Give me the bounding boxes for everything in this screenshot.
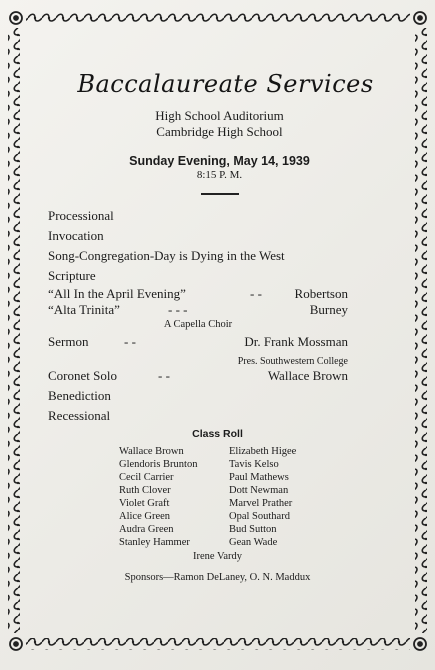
program-item xyxy=(48,366,348,386)
sponsors-line: Sponsors—Ramon DeLaney, O. N. Maddux xyxy=(124,572,311,583)
program-item xyxy=(48,302,348,318)
item-speaker: Dr. Frank Mossman xyxy=(244,334,348,349)
list-item: Cecil Carrier xyxy=(119,472,174,483)
program-list xyxy=(48,206,348,426)
leader-dashes: - - - xyxy=(168,302,188,317)
program-item: Recessional xyxy=(48,408,111,423)
school-name: Cambridge High School xyxy=(156,124,283,139)
speaker-title: Pres. Southwestern College xyxy=(237,356,348,367)
class-roll-title: Class Roll xyxy=(192,428,243,440)
program-item: Benediction xyxy=(48,388,111,403)
item-performer: Burney xyxy=(309,302,348,317)
program-item: Processional xyxy=(48,208,114,223)
list-item: Glendoris Brunton xyxy=(119,459,198,470)
class-roll-column-2 xyxy=(229,445,296,549)
list-item: Paul Mathews xyxy=(229,472,289,483)
leader-dashes: - - xyxy=(158,368,170,383)
program-item xyxy=(48,332,348,366)
item-performer: Robertson xyxy=(294,286,348,301)
list-item: Wallace Brown xyxy=(119,446,184,457)
event-date: Sunday Evening, May 14, 1939 xyxy=(129,154,310,168)
leader-dashes: - - xyxy=(124,334,136,349)
venue: High School Auditorium xyxy=(155,108,284,123)
list-item: Opal Southard xyxy=(229,511,290,522)
page-title: Baccalaureate Services xyxy=(77,70,374,98)
item-title: “All In the April Evening” xyxy=(48,286,186,301)
list-item: Violet Graft xyxy=(119,498,170,509)
list-item: Ruth Clover xyxy=(119,485,171,496)
program-item: Invocation xyxy=(48,228,104,243)
list-item: Alice Green xyxy=(119,511,171,522)
item-title: Sermon xyxy=(48,334,89,349)
program-item: Song-Congregation-Day is Dying in the West xyxy=(48,248,285,263)
leader-dashes: - - xyxy=(250,286,262,301)
header-block xyxy=(34,70,405,195)
list-item: Tavis Kelso xyxy=(229,459,279,470)
list-item: Gean Wade xyxy=(229,537,278,548)
list-item: Stanley Hammer xyxy=(119,537,190,548)
list-item: Elizabeth Higee xyxy=(229,446,297,457)
list-item: Marvel Prather xyxy=(229,498,293,509)
item-title: Coronet Solo xyxy=(48,368,117,383)
program-item: Scripture xyxy=(48,268,96,283)
item-performer: Wallace Brown xyxy=(267,368,348,383)
class-roll-column-1 xyxy=(119,445,197,549)
class-roll-last: Irene Vardy xyxy=(192,551,243,562)
event-time: 8:15 P. M. xyxy=(196,169,243,181)
divider xyxy=(201,193,239,195)
list-item: Bud Sutton xyxy=(229,524,277,535)
choir-note: A Capella Choir xyxy=(163,319,233,330)
list-item: Dott Newman xyxy=(229,485,289,496)
item-title: “Alta Trinita” xyxy=(48,302,120,317)
program-item xyxy=(48,286,348,302)
list-item: Audra Green xyxy=(119,524,174,535)
